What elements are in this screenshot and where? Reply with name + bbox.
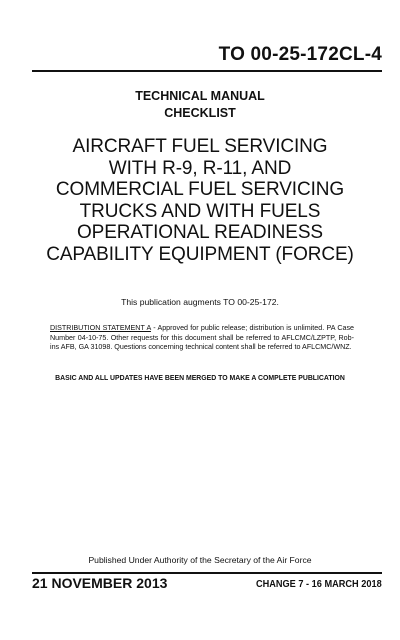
- distribution-line-1-text: - Approved for public release; distribution is unlimited. PA Case: [150, 324, 355, 332]
- distribution-statement: [50, 324, 354, 353]
- manual-type: [0, 88, 400, 122]
- title-line-1: AIRCRAFT FUEL SERVICING: [72, 136, 328, 157]
- title-line-2: WITH R-9, R-11, AND: [108, 157, 292, 179]
- document-number: TO 00-25-172CL-4: [218, 44, 382, 65]
- manual-type-line-1: TECHNICAL MANUAL: [135, 89, 265, 103]
- publishing-authority: Published Under Authority of the Secretary of the Air Force: [88, 555, 312, 565]
- header-divider: [32, 70, 382, 72]
- merge-note: BASIC AND ALL UPDATES HAVE BEEN MERGED TO MAKE A COMPLETE PUBLICATION: [55, 375, 345, 382]
- title-line-4: TRUCKS AND WITH FUELS: [79, 200, 321, 222]
- distribution-line-1: [50, 324, 354, 334]
- distribution-line-2: Number 04-10-75. Other requests for this document shall be referred to AFLCMC/LZPTP, Rob-: [50, 333, 354, 342]
- augments-statement: This publication augments TO 00-25-172.: [121, 297, 279, 307]
- change-notice: CHANGE 7 - 16 MARCH 2018: [256, 579, 382, 590]
- publication-date: 21 NOVEMBER 2013: [32, 575, 168, 591]
- manual-type-line-2: CHECKLIST: [164, 106, 236, 120]
- title-line-6: CAPABILITY EQUIPMENT (FORCE): [46, 243, 354, 265]
- footer-divider: [32, 572, 382, 574]
- title-line-3: COMMERCIAL FUEL SERVICING: [55, 179, 345, 200]
- distribution-label: DISTRIBUTION STATEMENT A: [50, 324, 151, 332]
- distribution-line-3: ins AFB, GA 31098. Questions concerning technical content shall be referred to AFLCMC/WNZ.: [50, 343, 352, 352]
- title-line-5: OPERATIONAL READINESS: [76, 222, 323, 243]
- document-title: [0, 136, 400, 265]
